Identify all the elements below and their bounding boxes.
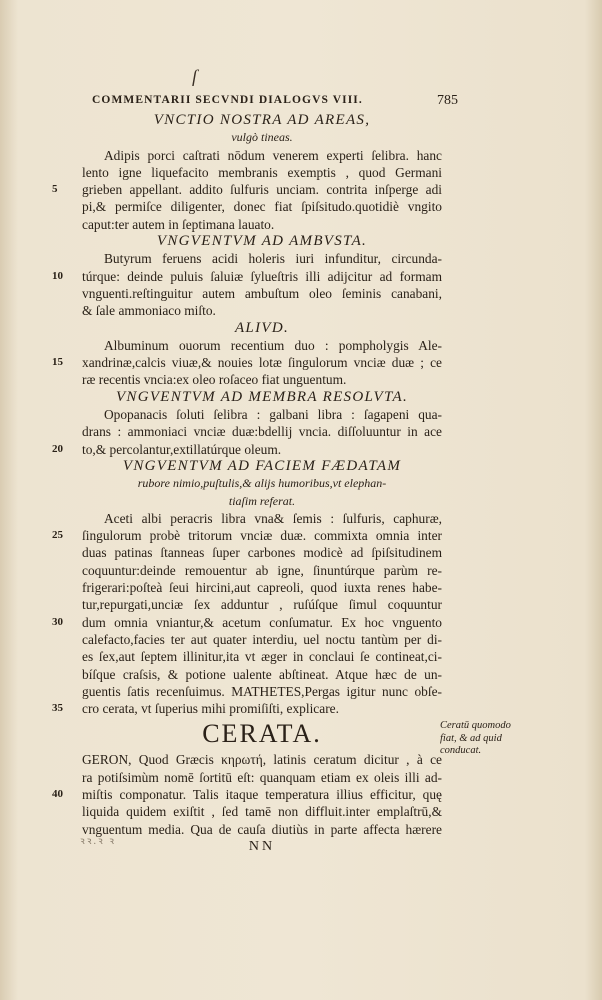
- line-text: ALIVD.: [234, 319, 290, 336]
- line-text: VNCTIO NOSTRA AD AREAS,: [153, 112, 371, 128]
- line-text: drans : ammoniaci vnciæ duæ:bdellij vncia. diſſoluuntur in ace: [82, 424, 442, 440]
- text-line: [52, 596, 442, 613]
- line-text: VNGVENTVM AD AMBVSTA.: [156, 233, 368, 250]
- text-line: [52, 666, 442, 683]
- line-text: VNGVENTVM AD FACIEM FÆDATAM: [122, 457, 402, 474]
- line-number: 5: [52, 183, 58, 196]
- line-text: liquida quidem exiſtit , ſed tamē non diffluit.inter emplaſtrū,&: [82, 804, 442, 820]
- text-line: [52, 181, 442, 198]
- text-line: [52, 527, 442, 544]
- line-number: 20: [52, 442, 63, 455]
- line-number: 30: [52, 615, 63, 628]
- text-line: [52, 406, 442, 423]
- line-number: 15: [52, 356, 63, 369]
- line-text: frigerari:poſteà ſeui hircini,aut capreoli, quod iuxta renes habe-: [82, 580, 442, 596]
- text-line: [52, 648, 442, 665]
- text-line: [52, 198, 442, 215]
- line-text: duas patinas ſtanneas ſuper carbones modicè ad ſpiſsitudinem: [82, 545, 442, 561]
- line-text: pi,& permiſce diligenter, donec fiat ſpiſsitudo.quotidiè vngito: [82, 199, 442, 215]
- line-text: guentis ſatis recenſuimus. MATHETES,Pergas igitur nunc obſe-: [82, 683, 442, 699]
- text-line: [52, 441, 442, 458]
- text-line: [52, 510, 442, 527]
- line-text: caput:ter autem in ſeptimana lauato.: [82, 216, 275, 232]
- line-number: 35: [52, 702, 63, 715]
- text-line: [52, 371, 442, 388]
- text-line: [52, 493, 442, 510]
- line-text: Aceti albi peracris libra vna& ſemis : ſulfuris, caphuræ,: [104, 510, 442, 526]
- section-heading: [52, 320, 442, 337]
- text-line: [52, 337, 442, 354]
- line-text: bíſque craſsis, & potione ualente abſtineat. Atque hæc de un-: [82, 666, 442, 682]
- line-text: túrque: deinde puluis ſaluiæ ſylueſtris illi adijcitur ad formam: [82, 268, 442, 284]
- text-line: [52, 751, 442, 768]
- text-line: [52, 631, 442, 648]
- chapter-title: [52, 717, 442, 751]
- line-text: xandrinæ,calcis viuæ,& nouies lotæ ſingulorum vnciæ duæ ; ce: [82, 355, 442, 371]
- text-line: [52, 683, 442, 700]
- text-line: [52, 475, 442, 492]
- text-line: [52, 164, 442, 181]
- line-text: tiaſim referat.: [228, 493, 296, 508]
- text-line: [52, 216, 442, 233]
- line-text: ræ recentis vncia:ex oleo roſaceo fiat unguentum.: [82, 372, 347, 388]
- section-heading: [52, 389, 442, 406]
- line-text: ſingulorum probè tritorum vnciæ duæ. commixta omnia inter: [82, 528, 442, 544]
- line-number: 10: [52, 269, 63, 282]
- line-text: cro cerata, vt ſuperius mihi promiſiſti, explicare.: [82, 701, 339, 717]
- text-line: [52, 285, 442, 302]
- section-heading: [52, 233, 442, 250]
- text-line: [52, 544, 442, 561]
- line-text: & ſale ammoniaco miſto.: [82, 303, 216, 319]
- line-text: ra potiſsimùm nomē ſortitū eſt: quanquam etiam ex oleis illi ad-: [82, 769, 442, 785]
- line-text: grieben appellant. addito ſulfuris unciam. contrita inſperge adi: [82, 182, 442, 198]
- text-line: [52, 579, 442, 596]
- text-block: [52, 112, 442, 855]
- line-text: Opopanacis ſoluti ſelibra : galbani libra : ſagapeni qua-: [104, 407, 442, 423]
- text-line: [52, 147, 442, 164]
- line-text: to,& percolantur,extillatúrque oleum.: [82, 441, 282, 457]
- text-line: [52, 354, 442, 371]
- line-text: CERATA.: [202, 719, 322, 749]
- faded-mark: ꝛꝛ.ꝛ ꝛ: [80, 836, 116, 847]
- text-line: [52, 803, 442, 820]
- marginal-note-line: conducat.: [440, 745, 482, 756]
- line-number: 25: [52, 529, 63, 542]
- text-line: [52, 302, 442, 319]
- line-text: rubore nimio,puſtulis,& alijs humoribus,vt elephan-: [137, 476, 387, 491]
- line-text: Butyrum feruens acidi holeris iuri infunditur, circunda-: [104, 251, 442, 267]
- line-text: vnguenti.reſtinguitur autem ambuſtum oleo ſeminis canabani,: [82, 285, 442, 301]
- text-line: [52, 614, 442, 631]
- text-line: [52, 129, 442, 146]
- line-number: 40: [52, 787, 63, 800]
- ink-mark: ſ: [192, 66, 198, 86]
- line-text: NN: [248, 838, 276, 854]
- marginal-note-line: Ceratū quomodo: [440, 720, 511, 731]
- line-text: miſtis componatur. Talis itaque temperatura illius efficitur, quę: [82, 786, 442, 802]
- text-line: [52, 268, 442, 285]
- line-text: GERON, Quod Græcis κηρωτή, latinis ceratum dicitur , à ce: [82, 752, 442, 768]
- text-line: [52, 562, 442, 579]
- line-text: coquuntur:deinde remouentur ab igne, ſinuntúrque parùm re-: [82, 562, 442, 578]
- line-text: es ſex,aut ſeptem illinitur,ita vt æger in conclaui ſe contineat,ci-: [82, 649, 442, 665]
- text-line: [52, 786, 442, 803]
- section-heading: [52, 112, 442, 129]
- line-text: vnguentum media. Qua de cauſa diutiùs in parte affecta hærere: [82, 821, 442, 837]
- line-text: tur,repurgati,unciæ ſex adduntur , ruſúſque ſimul coquuntur: [82, 597, 442, 613]
- line-text: Adipis porci caſtrati nōdum venerem experti ſelibra. hanc: [104, 147, 442, 163]
- marginal-note-line: fiat, & ad quid: [440, 732, 502, 744]
- text-line: [52, 423, 442, 440]
- marginal-note: [440, 720, 550, 758]
- text-line: [52, 250, 442, 267]
- line-text: vulgò tineas.: [231, 130, 293, 145]
- line-text: Albuminum ouorum recentium duo : pompholygis Ale-: [104, 337, 442, 353]
- running-head: COMMENTARII SECVNDI DIALOGVS VIII.: [92, 94, 363, 106]
- section-heading: [52, 458, 442, 475]
- line-text: VNGVENTVM AD MEMBRA RESOLVTA.: [115, 388, 409, 405]
- text-line: [52, 700, 442, 717]
- line-text: dum omnia vniantur,& acetum conſumatur. Ex hoc vnguento: [82, 614, 442, 630]
- line-text: calefacto,facies ter aut quater interdiu, uel noctu tantùm per di-: [82, 631, 442, 647]
- text-line: [52, 769, 442, 786]
- line-text: lento igne liquefacito membranis exemptis , quod Germani: [82, 164, 442, 180]
- page-number: 785: [437, 93, 458, 108]
